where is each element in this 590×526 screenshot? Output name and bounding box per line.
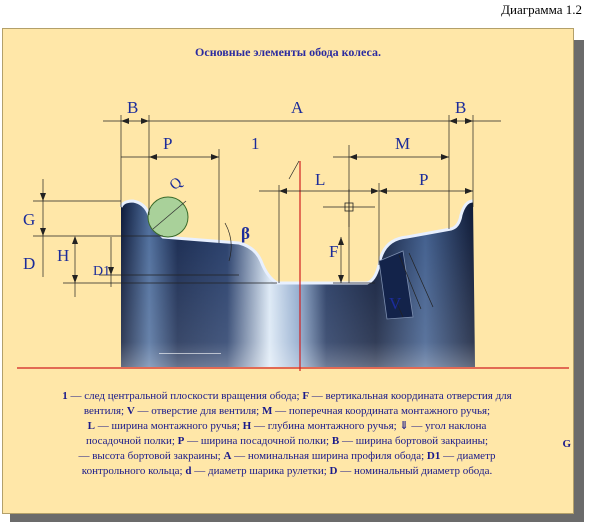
diagram-number-label: Диаграмма 1.2 xyxy=(501,2,582,17)
diagram-title: Основные элементы обода колеса. xyxy=(195,45,381,59)
dim-label-q: Q xyxy=(166,174,186,194)
legend-line-3: L — ширина монтажного ручья; H — глубина монтажного ручья; ⇓ — угол наклона xyxy=(87,420,487,432)
dim-label-a: A xyxy=(291,98,304,117)
dim-label-m: M xyxy=(395,134,411,153)
dim-label-v: V xyxy=(389,294,402,313)
dim-label-d1: D1 xyxy=(93,264,111,279)
legend-text xyxy=(7,389,567,479)
dim-label-p-right: P xyxy=(419,170,429,189)
dim-label-f: F xyxy=(329,242,339,261)
legend-line-5: — высота бортовой закраины; A — номинальная ширина профиля обода; D1 — диаметр xyxy=(78,450,496,462)
legend-line-4: посадочной полки; P — ширина посадочной полки; B — ширина бортовой закраины; xyxy=(85,435,489,447)
dim-label-g: G xyxy=(23,210,36,229)
dim-label-d: D xyxy=(23,254,36,273)
measuring-ball xyxy=(148,197,188,237)
legend-line-6: контрольного кольца; d — диаметр шарика рулетки; D — номинальный диаметр обода. xyxy=(81,465,493,477)
dim-label-h: H xyxy=(57,246,70,265)
dim-label-b-right: B xyxy=(455,98,467,117)
dim-label-one: 1 xyxy=(251,134,260,153)
dim-label-beta: β xyxy=(241,224,250,243)
diagram-panel xyxy=(2,28,574,514)
dim-label-b-left: B xyxy=(127,98,139,117)
dim-label-l: L xyxy=(315,170,326,189)
rim-profile-diagram xyxy=(3,29,575,389)
legend-line-1: 1 — след центральной плоскости вращения обода; F — вертикальная координата отверстия для xyxy=(62,390,512,402)
legend-line-2: вентиля; V — отверстие для вентиля; M — поперечная координата монтажного ручья; xyxy=(83,405,491,417)
legend-g-letter: G xyxy=(562,438,571,450)
dim-label-p-left: P xyxy=(163,134,173,153)
